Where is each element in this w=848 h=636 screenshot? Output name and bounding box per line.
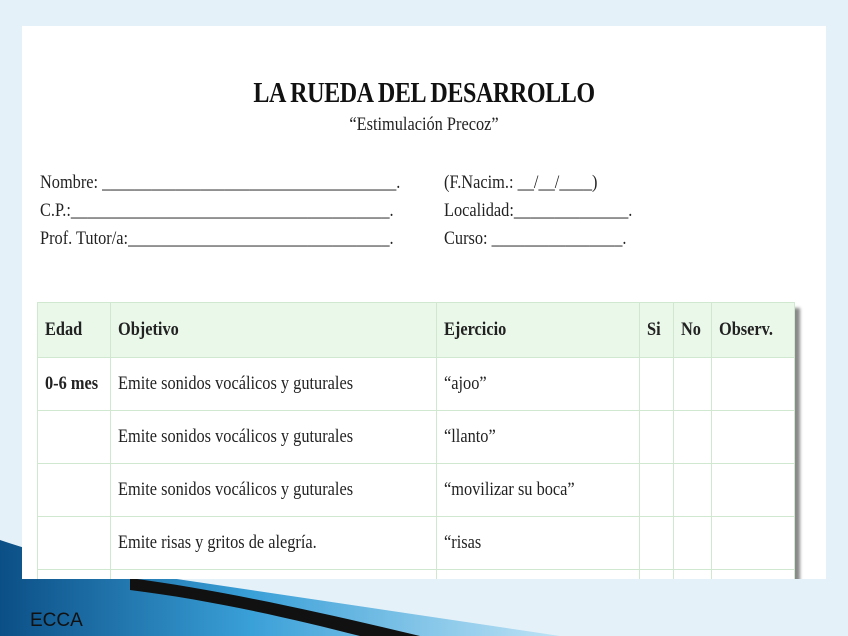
document-page — [22, 26, 826, 579]
cell-objetivo: Emite sonidos vocálicos y guturales — [111, 411, 437, 464]
cell-si — [640, 411, 674, 464]
cell-objetivo: Emite sonidos vocálicos y guturales — [111, 464, 437, 517]
header-ejercicio: Ejercicio — [437, 303, 640, 358]
table-row — [38, 358, 795, 411]
cell-ejercicio: “risas — [437, 517, 640, 570]
table-row — [38, 517, 795, 570]
development-table — [37, 302, 794, 579]
cell-objetivo: Emite risas y gritos de alegría. — [111, 517, 437, 570]
field-row-tutor — [40, 228, 740, 256]
cell-no — [674, 464, 712, 517]
cell-si — [640, 358, 674, 411]
cell-edad — [38, 411, 111, 464]
table-row — [38, 411, 795, 464]
field-cp: C.P.:_______________________________________. — [40, 200, 394, 221]
cell-ejercicio: “movilizar su boca” — [437, 464, 640, 517]
cell-observ — [712, 517, 795, 570]
table-row — [38, 464, 795, 517]
cell-si — [640, 517, 674, 570]
header-objetivo: Objetivo — [111, 303, 437, 358]
field-curso: Curso: ________________. — [444, 228, 627, 249]
cell-ejercicio: “ajoo” — [437, 358, 640, 411]
cell-si — [640, 464, 674, 517]
footer-label: ECCA — [30, 610, 83, 631]
cell-edad — [38, 570, 111, 580]
header-no: No — [674, 303, 712, 358]
cell-edad — [38, 464, 111, 517]
header-edad: Edad — [38, 303, 111, 358]
cell-edad: 0-6 mes — [38, 358, 111, 411]
field-localidad: Localidad:______________. — [444, 200, 633, 221]
cell-observ — [712, 570, 795, 580]
cell-observ — [712, 411, 795, 464]
field-row-cp — [40, 200, 740, 228]
field-row-nombre — [40, 172, 740, 200]
field-nombre: Nombre: ____________________________________. — [40, 172, 401, 193]
cell-no — [674, 517, 712, 570]
cell-edad — [38, 517, 111, 570]
header-si: Si — [640, 303, 674, 358]
field-prof-tutor: Prof. Tutor/a:________________________________. — [40, 228, 394, 249]
cell-no — [674, 411, 712, 464]
cell-no — [674, 570, 712, 580]
cell-objetivo — [111, 570, 437, 580]
cell-observ — [712, 358, 795, 411]
cell-observ — [712, 464, 795, 517]
table-header-row — [38, 303, 795, 358]
cell-ejercicio — [437, 570, 640, 580]
cell-si — [640, 570, 674, 580]
document-title: LA RUEDA DEL DESARROLLO — [253, 78, 595, 109]
cell-no — [674, 358, 712, 411]
field-fecha-nacimiento: (F.Nacim.: __/__/____) — [444, 172, 598, 193]
table-row — [38, 570, 795, 580]
document-subtitle: “Estimulación Precoz” — [349, 114, 499, 135]
cell-ejercicio: “llanto” — [437, 411, 640, 464]
cell-objetivo: Emite sonidos vocálicos y guturales — [111, 358, 437, 411]
form-fields — [40, 172, 740, 256]
header-observ: Observ. — [712, 303, 795, 358]
